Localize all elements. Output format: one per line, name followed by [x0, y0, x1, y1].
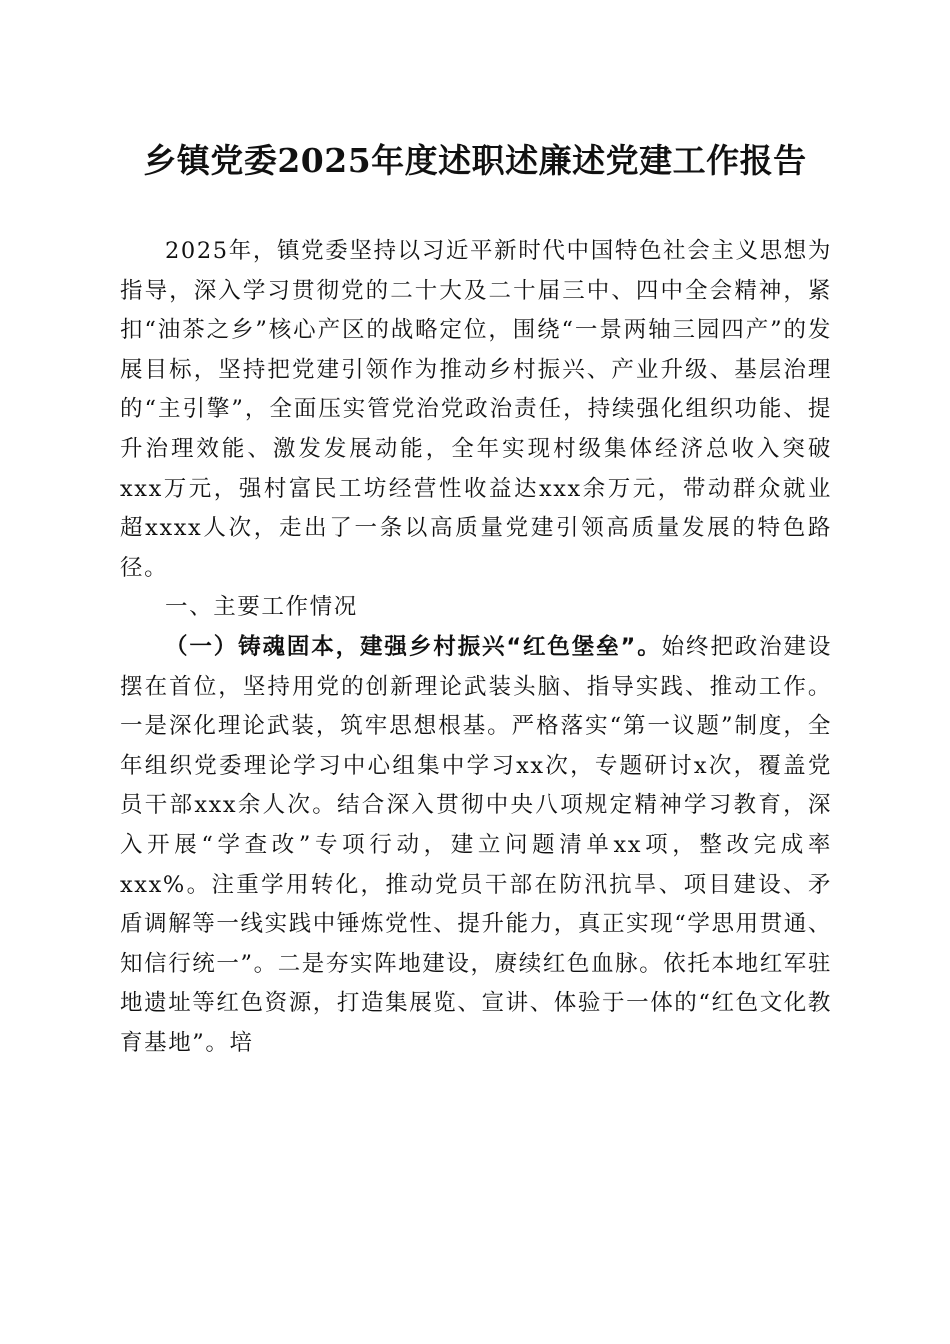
intro-paragraph: 2025年，镇党委坚持以习近平新时代中国特色社会主义思想为指导，深入学习贯彻党的二十大及二十届三中、四中全会精神，紧扣“油茶之乡”核心产区的战略定位，围绕“一景两轴三园四产”的发展目标，坚持把党建引领作为推动乡村振兴、产业升级、基层治理的“主引擎”，全面压实管党治党政治责任，持续强化组织功能、提升治理效能、激发发展动能，全年实现村级集体经济总收入突破xxx万元，强村富民工坊经营性收益达xxx余万元，带动群众就业超xxxx人次，走出了一条以高质量党建引领高质量发展的特色路径。 [120, 238, 832, 581]
document-title: 乡镇党委2025年度述职述廉述党建工作报告 [143, 141, 807, 180]
document-body [120, 232, 832, 1063]
section-heading: 一、主要工作情况 [165, 594, 358, 621]
subsection-title: （一）铸魂固本，建强乡村振兴“红色堡垒”。 [165, 633, 662, 660]
subsection-body: 始终把政治建设摆在首位，坚持用党的创新理论武装头脑、指导实践、推动工作。一是深化理论武装，筑牢思想根基。严格落实“第一议题”制度，全年组织党委理论学习中心组集中学习xx次，专题研讨x次，覆盖党员干部xxx余人次。结合深入贯彻中央八项规定精神学习教育，深入开展“学查改”专项行动，建立问题清单xx项，整改完成率xxx%。注重学用转化，推动党员干部在防汛抗旱、项目建设、矛盾调解等一线实践中锤炼党性、提升能力，真正实现“学思用贯通、知信行统一”。二是夯实阵地建设，赓续红色血脉。依托本地红军驻地遗址等红色资源，打造集展览、宣讲、体验于一体的“红色文化教育基地”。培 [120, 633, 833, 1056]
subsection-paragraph [120, 628, 832, 1064]
